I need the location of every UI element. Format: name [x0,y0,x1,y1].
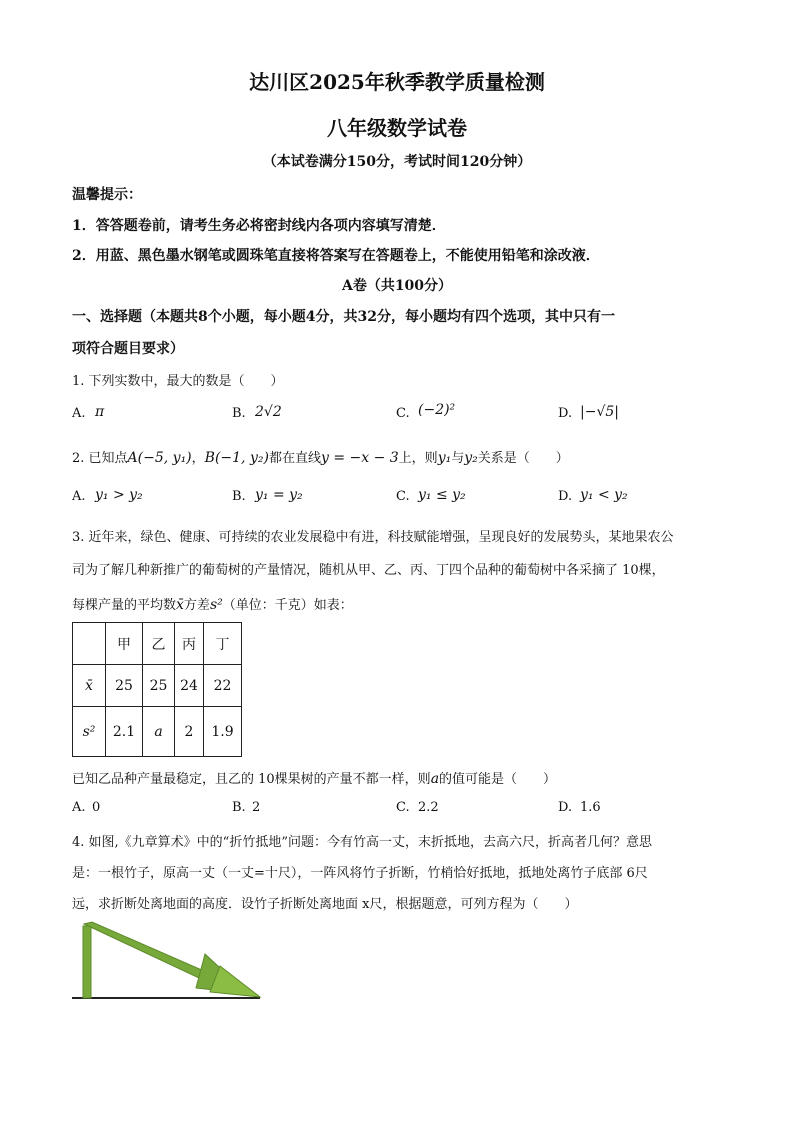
q3-stem-line3 [72,594,353,613]
q1-option-c-expr: (−2)² [418,402,456,418]
q3-line3-post: （单位：千克）如表： [222,598,353,613]
table-header-cell: 甲 [106,623,143,665]
q2-stem-post: 上，则 [398,451,438,466]
q2-comma: ， [191,451,205,466]
q3-option-d-expr: 1.6 [580,800,601,815]
table-cell: 25 [143,665,175,707]
q1-option-a-expr: π [95,404,105,420]
q3-option-a-label: A. [72,800,86,815]
q3-data-table [72,622,242,757]
q2-option-a-expr: y₁ > y₂ [95,487,143,503]
table-row [73,665,242,707]
q4-stem-line1: 4. 如图,《九章算术》中的“折竹抵地”问题：今有竹高一丈，末折抵地，去高六尺，折高者几何？意思 [72,835,652,850]
q2-option-d-expr: y₁ < y₂ [580,487,628,503]
q3-option-b-expr: 2 [252,800,261,815]
q2-option-b-expr: y₁ = y₂ [255,487,303,503]
q3-option-c-expr: 2.2 [418,800,439,815]
q2-point-a: A(−5, y₁) [127,450,192,466]
q1-option-c-label: C. [396,406,410,421]
table-header-cell: 乙 [143,623,175,665]
q1-option-b-label: B. [232,406,246,421]
table-header-cell: 丙 [175,623,204,665]
q3-stem-line1: 3. 近年来，绿色、健康、可持续的农业发展稳中有进，科技赋能增强，呈现良好的发展势头，某地果农公 [72,530,674,545]
bamboo-stump [83,926,91,998]
tip-item-1: 1．答答题卷前，请考生务必将密封线内各项内容填写清楚． [72,218,446,234]
q3-option-d-label: D. [558,800,573,815]
q2-y1: y₁ [437,450,452,466]
q2-option-d-label: D. [558,489,573,504]
table-cell: 2.1 [106,707,143,757]
tips-heading: 温馨提示： [72,187,142,203]
exam-note: （本试卷满分150分，考试时间120分钟） [262,154,532,170]
table-header-row [73,623,242,665]
q3-variable-a: a [430,771,440,787]
q2-option-c-expr: y₁ ≤ y₂ [418,487,466,503]
table-cell: a [143,707,175,757]
q4-stem-line3: 远，求折断处离地面的高度．设竹子折断处离地面 x尺，根据题意，可列方程为（ ） [72,897,578,912]
q2-line-equation: y = −x − 3 [320,450,399,466]
table-header-cell: 丁 [204,623,242,665]
q1-stem: 1. 下列实数中，最大的数是（ ） [72,374,284,389]
q1-option-b-expr: 2√2 [255,404,282,420]
table-cell: x̄ [73,665,106,707]
q2-stem-mid: 都在直线 [268,451,321,466]
exam-subtitle: 八年级数学试卷 [327,116,467,140]
q2-point-b: B(−1, y₂) [204,450,269,466]
table-header-cell [73,623,106,665]
q4-stem-line2: 是：一根竹子，原高一丈（一丈=十尺），一阵风将竹子折断，竹梢恰好抵地，抵地处离竹子底部 6尺 [72,866,648,881]
q1-option-d-expr: |−√5| [580,404,619,420]
table-cell: 25 [106,665,143,707]
q2-stem [72,447,569,466]
table-cell: 24 [175,665,204,707]
table-cell: s² [73,707,106,757]
q2-stem-pre: 2. 已知点 [72,451,128,466]
table-row [73,707,242,757]
q1-option-d-label: D. [558,406,573,421]
part1-instructions-line2: 项符合题目要求） [72,341,184,357]
q3-option-b-label: B. [232,800,246,815]
q3-stem-line2: 司为了解几种新推广的葡萄树的产量情况，随机从甲、乙、丙、丁四个品种的葡萄树中各采摘了 10棵， [72,563,665,578]
q3-followup-post: 的值可能是（ ） [439,772,557,787]
q3-xbar-symbol: x̄ [176,597,184,613]
q3-followup-pre: 已知乙品种产量最稳定，且乙的 10棵果树的产量不都一样，则 [72,772,431,787]
section-a-title: A卷（共100分） [341,278,453,294]
q3-line3-mid: 方差 [183,598,210,613]
broken-bamboo-figure [70,918,270,1004]
q3-followup [72,768,556,787]
q2-and: 与 [451,451,465,466]
table-cell: 1.9 [204,707,242,757]
q2-stem-end: 关系是（ ） [477,451,569,466]
exam-title: 达川区2025年秋季教学质量检测 [249,70,545,94]
table-cell: 22 [204,665,242,707]
q3-line3-pre: 每棵产量的平均数 [72,598,177,613]
q1-option-a-label: A. [72,406,86,421]
tip-item-2: 2．用蓝、黑色墨水钢笔或圆珠笔直接将答案写在答题卷上，不能使用铅笔和涂改液． [72,248,600,264]
part1-instructions-line1: 一、选择题（本题共8个小题，每小题4分，共32分，每小题均有四个选项，其中只有一 [72,309,615,325]
q3-option-a-expr: 0 [92,800,101,815]
q3-option-c-label: C. [396,800,410,815]
table-cell: 2 [175,707,204,757]
q2-y2: y₂ [464,450,478,466]
q2-option-b-label: B. [232,489,246,504]
q3-s2-symbol: s² [209,597,223,613]
q2-option-a-label: A. [72,489,86,504]
q2-option-c-label: C. [396,489,410,504]
